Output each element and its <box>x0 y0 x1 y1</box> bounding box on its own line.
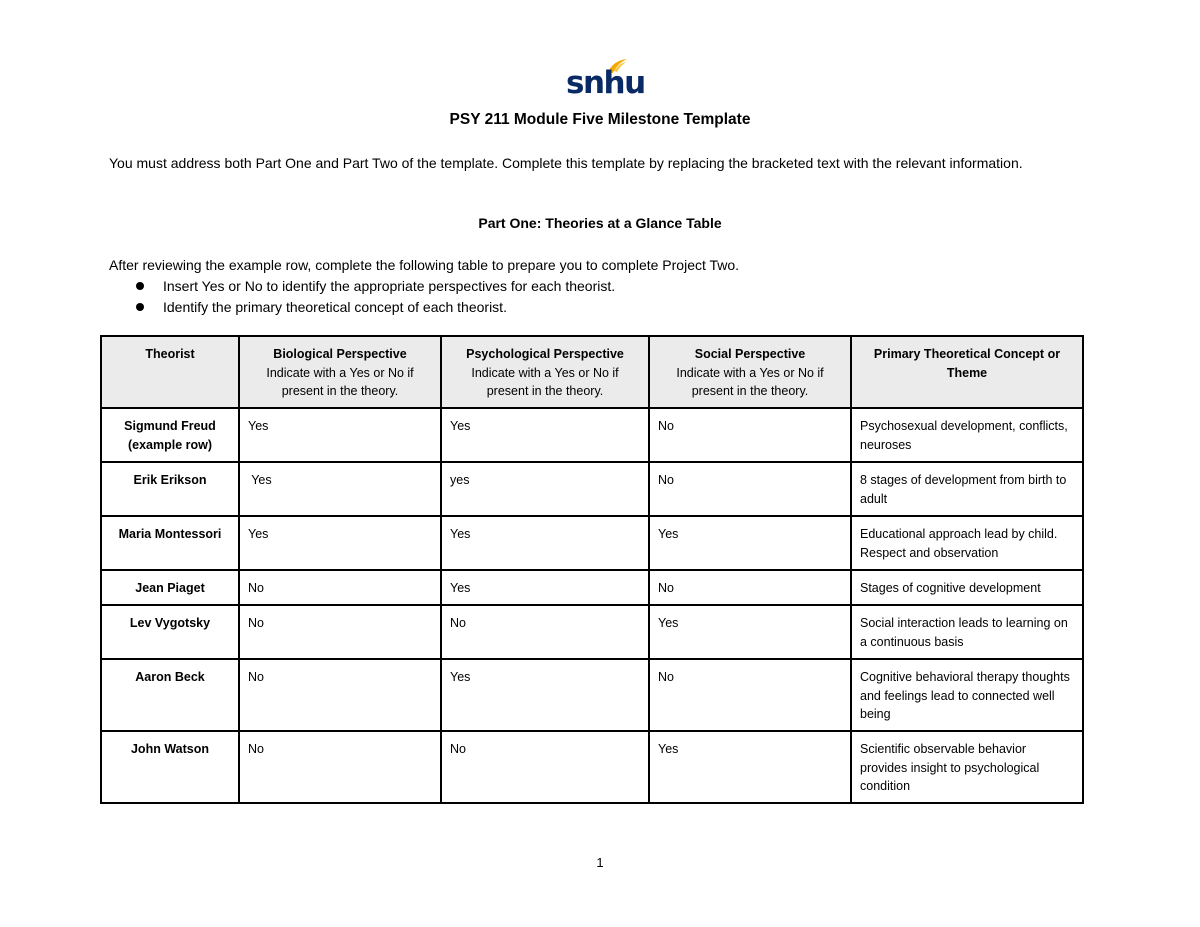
cell-biological: No <box>239 731 441 803</box>
table-row <box>101 659 1083 731</box>
cell-theorist: Jean Piaget <box>101 570 239 605</box>
cell-theorist: Maria Montessori <box>101 516 239 570</box>
bullet-item <box>136 297 615 318</box>
table-header-row <box>101 336 1083 408</box>
cell-social: No <box>649 659 851 731</box>
bullet-dot-icon <box>136 303 144 311</box>
logo-wordmark: snhu <box>566 65 645 101</box>
cell-concept: Stages of cognitive development <box>851 570 1083 605</box>
cell-concept: Educational approach lead by child. Respect and observation <box>851 516 1083 570</box>
cell-concept: 8 stages of development from birth to adult <box>851 462 1083 516</box>
cell-biological: No <box>239 659 441 731</box>
bullet-text: Insert Yes or No to identify the appropriate perspectives for each theorist. <box>163 278 616 294</box>
cell-social: No <box>649 408 851 462</box>
table-row <box>101 731 1083 803</box>
instruction-bullets <box>136 276 615 318</box>
cell-psychological: Yes <box>441 659 649 731</box>
header-concept: Primary Theoretical Concept or Theme <box>851 336 1083 408</box>
cell-theorist: Lev Vygotsky <box>101 605 239 659</box>
theories-table <box>100 335 1084 804</box>
cell-psychological: Yes <box>441 408 649 462</box>
cell-theorist: Sigmund Freud (example row) <box>101 408 239 462</box>
table-row <box>101 516 1083 570</box>
intro-paragraph: You must address both Part One and Part Two of the template. Complete this template by replacing the bracketed text with the relevant information. <box>109 155 1023 171</box>
header-psychological: Psychological Perspective Indicate with a Yes or No if present in the theory. <box>441 336 649 408</box>
bullet-item <box>136 276 615 297</box>
cell-concept: Scientific observable behavior provides insight to psychological condition <box>851 731 1083 803</box>
document-title: PSY 211 Module Five Milestone Template <box>449 111 751 128</box>
cell-psychological: Yes <box>441 570 649 605</box>
table-row <box>101 605 1083 659</box>
cell-theorist: Aaron Beck <box>101 659 239 731</box>
cell-theorist: John Watson <box>101 731 239 803</box>
cell-social: Yes <box>649 605 851 659</box>
cell-psychological: No <box>441 605 649 659</box>
cell-theorist: Erik Erikson <box>101 462 239 516</box>
header-biological: Biological Perspective Indicate with a Yes or No if present in the theory. <box>239 336 441 408</box>
part-one-heading: Part One: Theories at a Glance Table <box>478 215 722 231</box>
cell-psychological: No <box>441 731 649 803</box>
cell-biological: No <box>239 570 441 605</box>
cell-concept: Social interaction leads to learning on a continuous basis <box>851 605 1083 659</box>
cell-biological: No <box>239 605 441 659</box>
cell-biological: Yes <box>239 516 441 570</box>
table-row <box>101 462 1083 516</box>
table-row <box>101 408 1083 462</box>
instructions-text: After reviewing the example row, complete the following table to prepare you to complete Project Two. <box>109 257 740 273</box>
header-social: Social Perspective Indicate with a Yes or No if present in the theory. <box>649 336 851 408</box>
cell-social: No <box>649 462 851 516</box>
table-row <box>101 570 1083 605</box>
cell-biological: Yes <box>239 462 441 516</box>
snhu-logo <box>566 58 645 104</box>
bullet-text: Identify the primary theoretical concept of each theorist. <box>163 299 507 315</box>
bullet-dot-icon <box>136 282 144 290</box>
header-theorist: Theorist <box>101 336 239 408</box>
cell-psychological: Yes <box>441 516 649 570</box>
page-number: 1 <box>596 855 604 870</box>
cell-concept: Cognitive behavioral therapy thoughts and feelings lead to connected well being <box>851 659 1083 731</box>
cell-social: No <box>649 570 851 605</box>
cell-concept: Psychosexual development, conflicts, neuroses <box>851 408 1083 462</box>
cell-psychological: yes <box>441 462 649 516</box>
cell-biological: Yes <box>239 408 441 462</box>
cell-social: Yes <box>649 516 851 570</box>
cell-social: Yes <box>649 731 851 803</box>
